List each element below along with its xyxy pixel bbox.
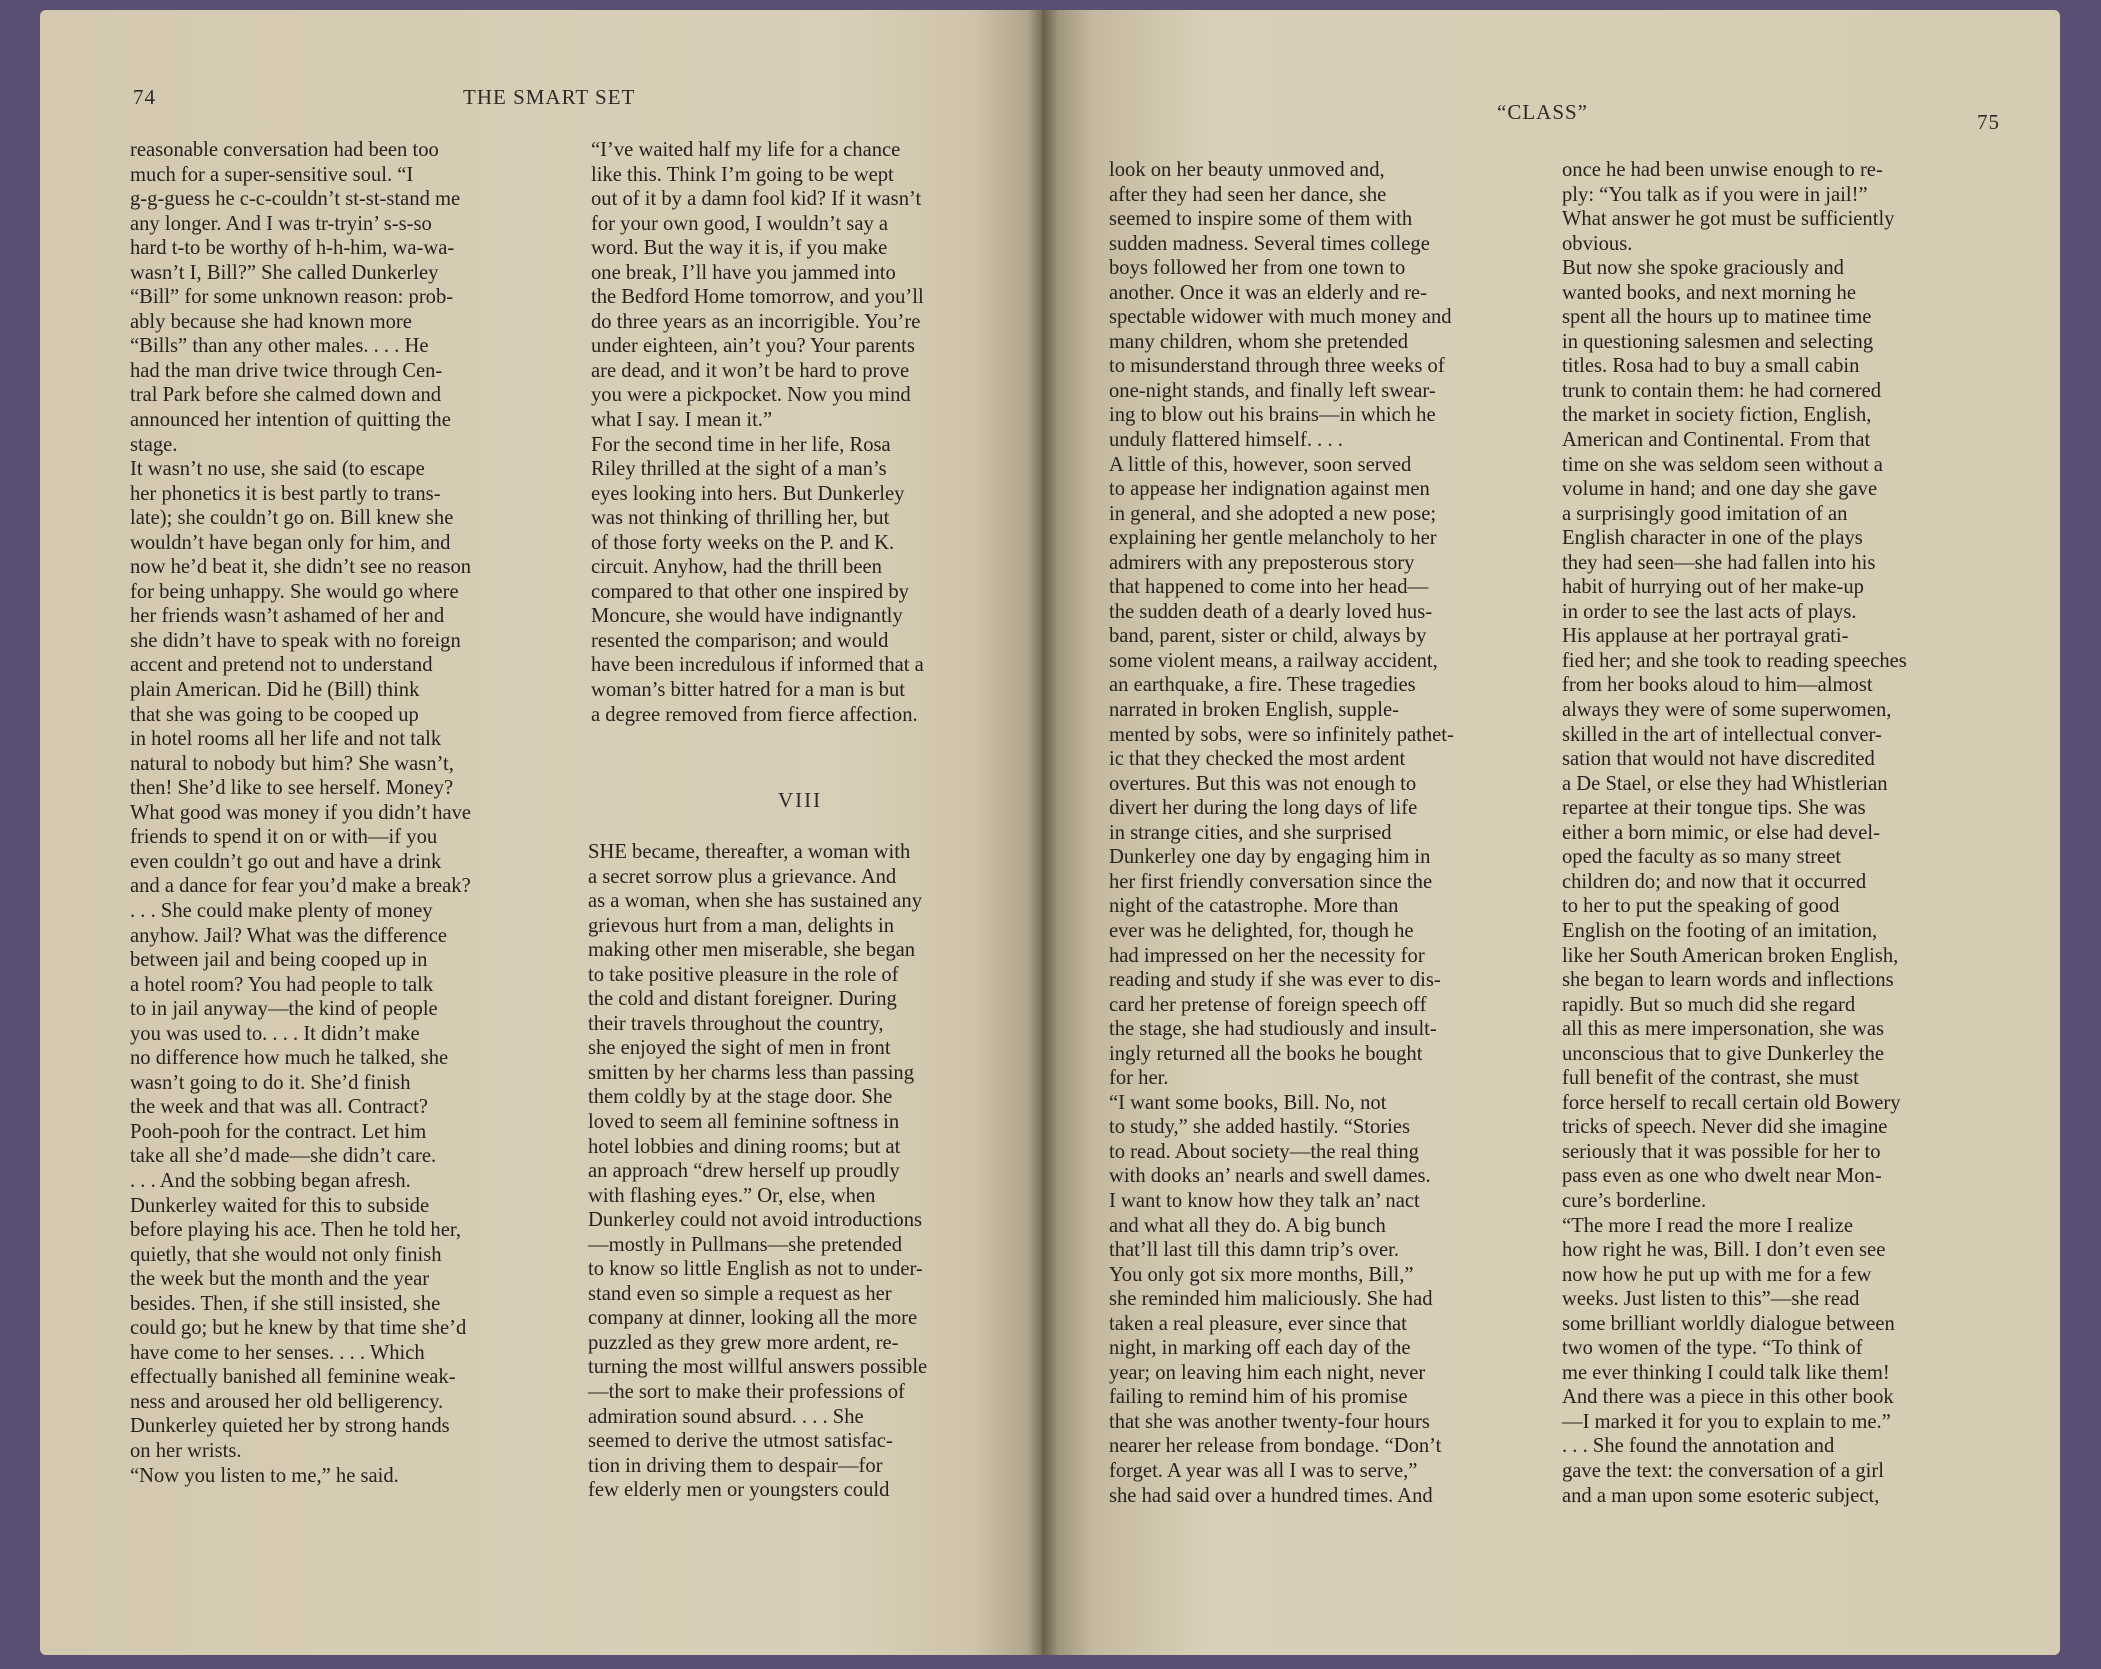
running-head-left: THE SMART SET — [463, 85, 636, 109]
left-column-2-bottom: SHE became, thereafter, a woman with a secret sorrow plus a grievance. And as a woman, when she has sustained any grievous hurt from a man, delights in making other men miserable, she began to take positive pleasure in the role of the cold and distant foreigner. During their travels throughout the country, she enjoyed the sight of men in front smitten by her charms less than passing them coldly by at the stage door. She loved to seem all feminine softness in hotel lobbies and dining rooms; but at an approach “drew herself up proudly with flashing eyes.” Or, else, when Dunkerley could not avoid introductions —mostly in Pullmans—she pretended to know so little English as not to under- stand even so simple a request as her company at dinner, looking all the more puzzled as they grew more ardent, re- turning the most willful answers possible —the sort to make their professions of admiration sound absurd. . . . She seemed to derive the utmost satisfac- tion in driving them to despair—for few elderly men or youngsters could — [588, 841, 928, 1502]
right-column-1: look on her beauty unmoved and, after they had seen her dance, she seemed to inspire some of them with sudden madness. Several times college boys followed her from one town to another. Once it was an elderly and re- spectable widower with much money and many children, whom she pretended to misunderstand through three weeks of one-night stands, and finally left swear- ing to blow out his brains—in which he unduly flattered himself. . . . A little of this, however, soon served to appease her indignation against men in general, and she adopted a new pose; explaining her gentle melancholy to her admirers with any preposterous story that happened to come into her head— the sudden death of a dearly loved hus- band, parent, sister or child, always by some violent means, a railway accident, an earthquake, a fire. These tragedies narrated in broken English, supple- mented by sobs, were so infinitely pathet- ic that they checked the most ardent overtures. But this was not enough to divert her during the long days of life in strange cities, and she surprised Dunkerley one day by engaging him in her first friendly conversation since the night of the catastrophe. More than ever was he delighted, for, though he had impressed on her the necessity for reading and study if she was ever to dis- card her pretense of foreign speech off the stage, she had studiously and insult- ingly returned all the books he bought for her. “I want some books, Bill. No, not to study,” she added hastily. “Stories to read. About society—the real thing with dooks an’ nearls and swell dames. I want to know how they talk an’ nact and what all they do. A big bunch that’ll last till this damn trip’s over. You only got six more months, Bill,” she reminded him maliciously. She had taken a real pleasure, ever since that night, in marking off each day of the year; on leaving him each night, never failing to remind him of his promise that she was another twenty-four hours nearer her release from bondage. “Don’t forget. A year was all I was to serve,” she had said over a hundred times. And — [1109, 159, 1454, 1507]
right-column-2: once he had been unwise enough to re- ply: “You talk as if you were in jail!” What answer he got must be sufficiently obvious. But now she spoke graciously and wanted books, and next morning he spent all the hours up to matinee time in questioning salesmen and selecting titles. Rosa had to buy a small cabin trunk to contain them: he had cornered the market in society fiction, English, American and Continental. From that time on she was seldom seen without a volume in hand; and one day she gave a surprisingly good imitation of an English character in one of the plays they had seen—she had fallen into his habit of hurrying out of her make-up in order to see the last acts of plays. His applause at her portrayal grati- fied her; and she took to reading speeches from her books aloud to him—almost always they were of some superwomen, skilled in the art of intellectual conver- sation that would not have discredited a De Stael, or else they had Whistlerian repartee at their tongue tips. She was either a born mimic, or else had devel- oped the faculty as so many street children do; and now that it occurred to her to put the speaking of good English on the footing of an imitation, like her South American broken English, she began to learn words and inflections rapidly. But so much did she regard all this as mere impersonation, she was unconscious that to give Dunkerley the full benefit of the contrast, she must force herself to recall certain old Bowery tricks of speech. Never did she imagine seriously that it was possible for her to pass even as one who dwelt near Mon- cure’s borderline. “The more I read the more I realize how right he was, Bill. I don’t even see now how he put up with me for a few weeks. Just listen to this”—she read some brilliant worldly dialogue between two women of the type. “To think of me ever thinking I could talk like them! And there was a piece in this other book —I marked it for you to explain to me.” . . . She found the annotation and gave the text: the conversation of a girl and a man upon some esoteric subject, — [1562, 159, 1907, 1507]
book-gutter — [1028, 10, 1058, 1655]
right-page — [1042, 10, 2060, 1655]
left-column-1: reasonable conversation had been too much for a super-sensitive soul. “I g-g-guess he c-c-couldn’t st-st-stand me any longer. And I was tr-tryin’ s-s-so hard t-to be worthy of h-h-him, wa-wa- wasn’t I, Bill?” She called Dunkerley “Bill” for some unknown reason: prob- ably because she had known more “Bills” than any other males. . . . He had the man drive twice through Cen- tral Park before she calmed down and announced her intention of quitting the stage. It wasn’t no use, she said (to escape her phonetics it is best partly to trans- late); she couldn’t go on. Bill knew she wouldn’t have began only for him, and now he’d beat it, she didn’t see no reason for being unhappy. She would go where her friends wasn’t ashamed of her and she didn’t have to speak with no foreign accent and pretend not to understand plain American. Did he (Bill) think that she was going to be cooped up in hotel rooms all her life and not talk natural to nobody but him? She wasn’t, then! She’d like to see herself. Money? What good was money if you didn’t have friends to spend it on or with—if you even couldn’t go out and have a drink and a dance for fear you’d make a break? . . . She could make plenty of money anyhow. Jail? What was the difference between jail and being cooped up in a hotel room? You had people to talk to in jail anyway—the kind of people you was used to. . . . It didn’t make no difference how much he talked, she wasn’t going to do it. She’d finish the week and that was all. Contract? Pooh-pooh for the contract. Let him take all she’d made—she didn’t care. . . . And the sobbing began afresh. Dunkerley waited for this to subside before playing his ace. Then he told her, quietly, that she would not only finish the week but the month and the year besides. Then, if she still insisted, she could go; but he knew by that time she’d have come to her senses. . . . Which effectually banished all feminine weak- ness and aroused her old belligerency. Dunkerley quieted her by strong hands on her wrists. “Now you listen to me,” he said. — [130, 139, 472, 1487]
left-column-2-top: “I’ve waited half my life for a chance like this. Think I’m going to be wept out of it by a damn fool kid? If it wasn’t for your own good, I wouldn’t say a word. But the way it is, if you make one break, I’ll have you jammed into the Bedford Home tomorrow, and you’ll do three years as an incorrigible. You’re under eighteen, ain’t you? Your parents are dead, and it won’t be hard to prove you were a pickpocket. Now you mind what I say. I mean it.” For the second time in her life, Rosa Riley thrilled at the sight of a man’s eyes looking into hers. But Dunkerley was not thinking of thrilling her, but of those forty weeks on the P. and K. circuit. Anyhow, had the thrill been compared to that other one inspired by Moncure, she would have indignantly resented the comparison; and would have been incredulous if informed that a woman’s bitter hatred for a man is but a degree removed from fierce affection. — [591, 139, 924, 726]
running-head-right: “CLASS” — [1497, 100, 1588, 124]
section-heading: VIII — [778, 788, 823, 812]
book-spread — [40, 10, 2060, 1655]
page-number-left: 74 — [133, 85, 156, 109]
page-number-right: 75 — [1977, 110, 2000, 134]
left-page — [40, 10, 1042, 1655]
